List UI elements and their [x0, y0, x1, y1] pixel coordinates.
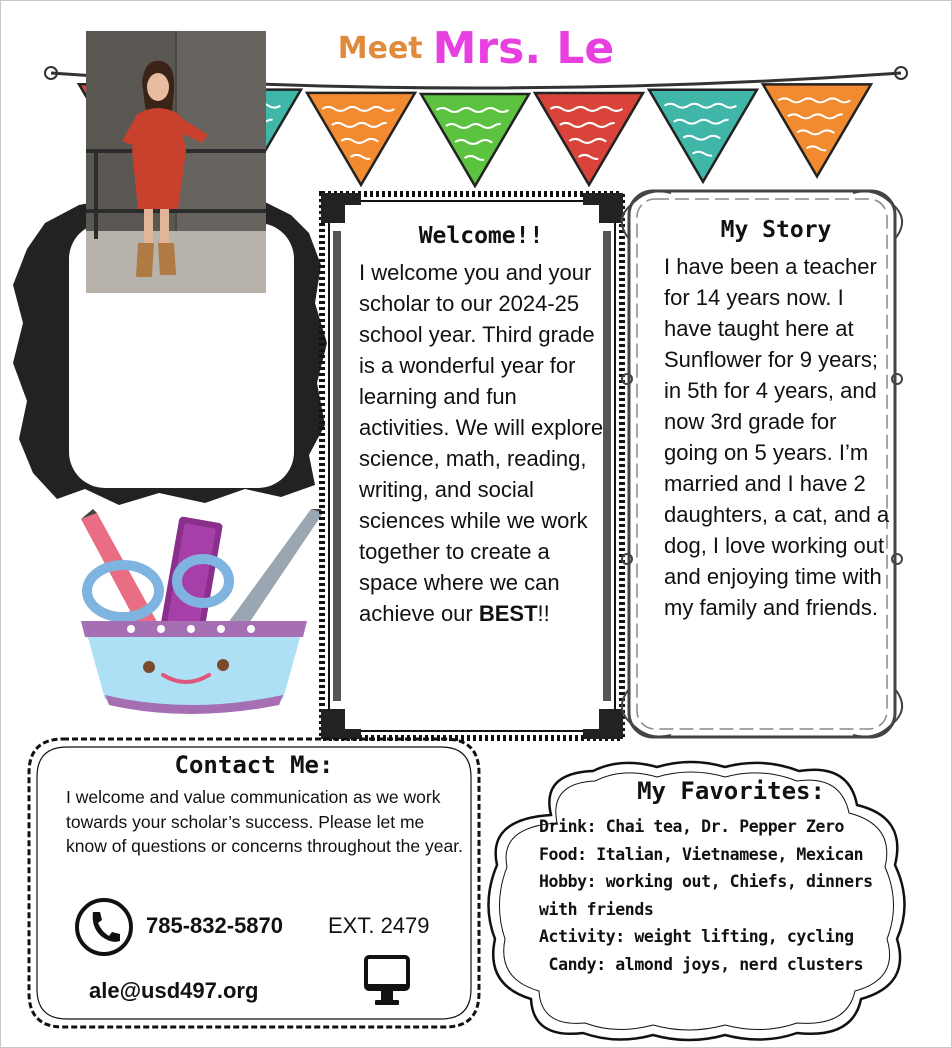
favorites-title: My Favorites: — [637, 777, 825, 805]
favorite-hobby-cont: with friends — [539, 899, 654, 919]
favorite-drink: Drink: Chai tea, Dr. Pepper Zero — [539, 817, 845, 836]
school-supplies-illustration — [71, 509, 331, 719]
email-address[interactable]: ale@usd497.org — [89, 978, 259, 1003]
welcome-emphasis: BEST — [478, 601, 538, 626]
welcome-text — [359, 257, 609, 629]
banner-flag — [421, 94, 537, 186]
banner-flag — [649, 90, 765, 182]
teacher-photo — [86, 31, 266, 293]
computer-icon — [363, 954, 411, 1008]
welcome-body: I welcome you and your scholar to our 2024-25 school year. Third grade is a wonderful year for learning and fun activities. We will explore science, math, reading, writing, and social sciences while we work together to create a space where we can achieve our — [359, 260, 604, 626]
favorites-list — [539, 813, 911, 978]
welcome-title: Welcome!! — [418, 223, 544, 249]
welcome-ending: !! — [537, 601, 550, 626]
title-name: Mrs. Le — [432, 23, 615, 74]
phone-number[interactable]: 785-832-5870 — [146, 913, 284, 938]
contact-title: Contact Me: — [174, 751, 334, 779]
title-meet: Meet — [337, 31, 423, 66]
favorite-candy: Candy: almond joys, nerd clusters — [539, 954, 864, 974]
phone-icon — [73, 896, 135, 958]
banner-flag — [307, 93, 423, 185]
favorite-activity: Activity: weight lifting, cycling — [539, 927, 854, 946]
phone-extension: EXT. 2479 — [328, 913, 430, 938]
banner-flag — [535, 93, 651, 185]
story-title: My Story — [720, 217, 832, 243]
contact-body: I welcome and value communication as we work towards your scholar’s success. Please let me know of questions or concerns throughout the year. — [66, 787, 463, 856]
favorite-hobby: Hobby: working out, Chiefs, dinners — [539, 872, 873, 891]
story-body: I have been a teacher for 14 years now. I have taught here at Sunflower for 9 years; in 5th for 4 years, and now 3rd grade for going on 5 years. I’m married and I have 2 daughters, a cat, and a dog, I love working out and enjoying time with my family and friends. — [664, 254, 890, 620]
favorite-food: Food: Italian, Vietnamese, Mexican — [539, 844, 864, 864]
banner-flag — [763, 84, 879, 176]
